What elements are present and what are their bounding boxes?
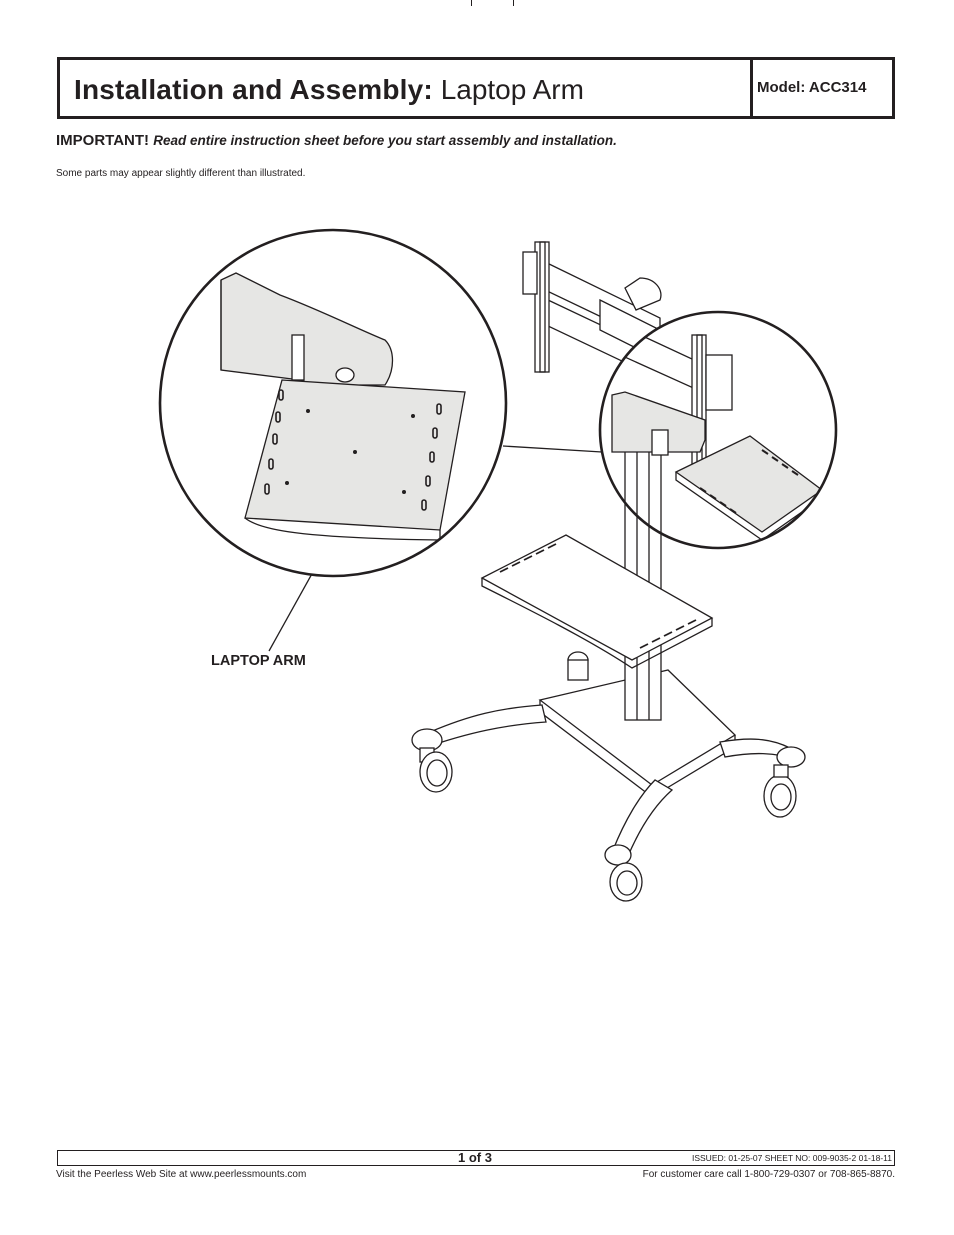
- title-bold: Installation and Assembly:: [74, 74, 433, 105]
- customer-care-note: For customer care call 1-800-729-0307 or 708-865-8870.: [642, 1169, 895, 1180]
- website-note: Visit the Peerless Web Site at www.peerlessmounts.com: [56, 1169, 307, 1180]
- issue-info: ISSUED: 01-25-07 SHEET NO: 009-9035-2 01-18-11: [691, 1153, 892, 1163]
- important-text: Read entire instruction sheet before you start assembly and installation.: [153, 133, 617, 148]
- title-product: Laptop Arm: [440, 74, 584, 105]
- page-number: 1 of 3: [458, 1150, 492, 1165]
- cart-base: [412, 652, 805, 901]
- model-number: Model: ACC314: [757, 79, 867, 96]
- parts-note: Some parts may appear slightly different than illustrated.: [56, 168, 306, 179]
- important-label: IMPORTANT!: [56, 132, 150, 149]
- leader-line-zoom: [503, 446, 602, 452]
- cart-shelf: [482, 535, 712, 668]
- detail-circle-left: [160, 230, 506, 576]
- laptop-arm-callout: LAPTOP ARM: [211, 653, 306, 669]
